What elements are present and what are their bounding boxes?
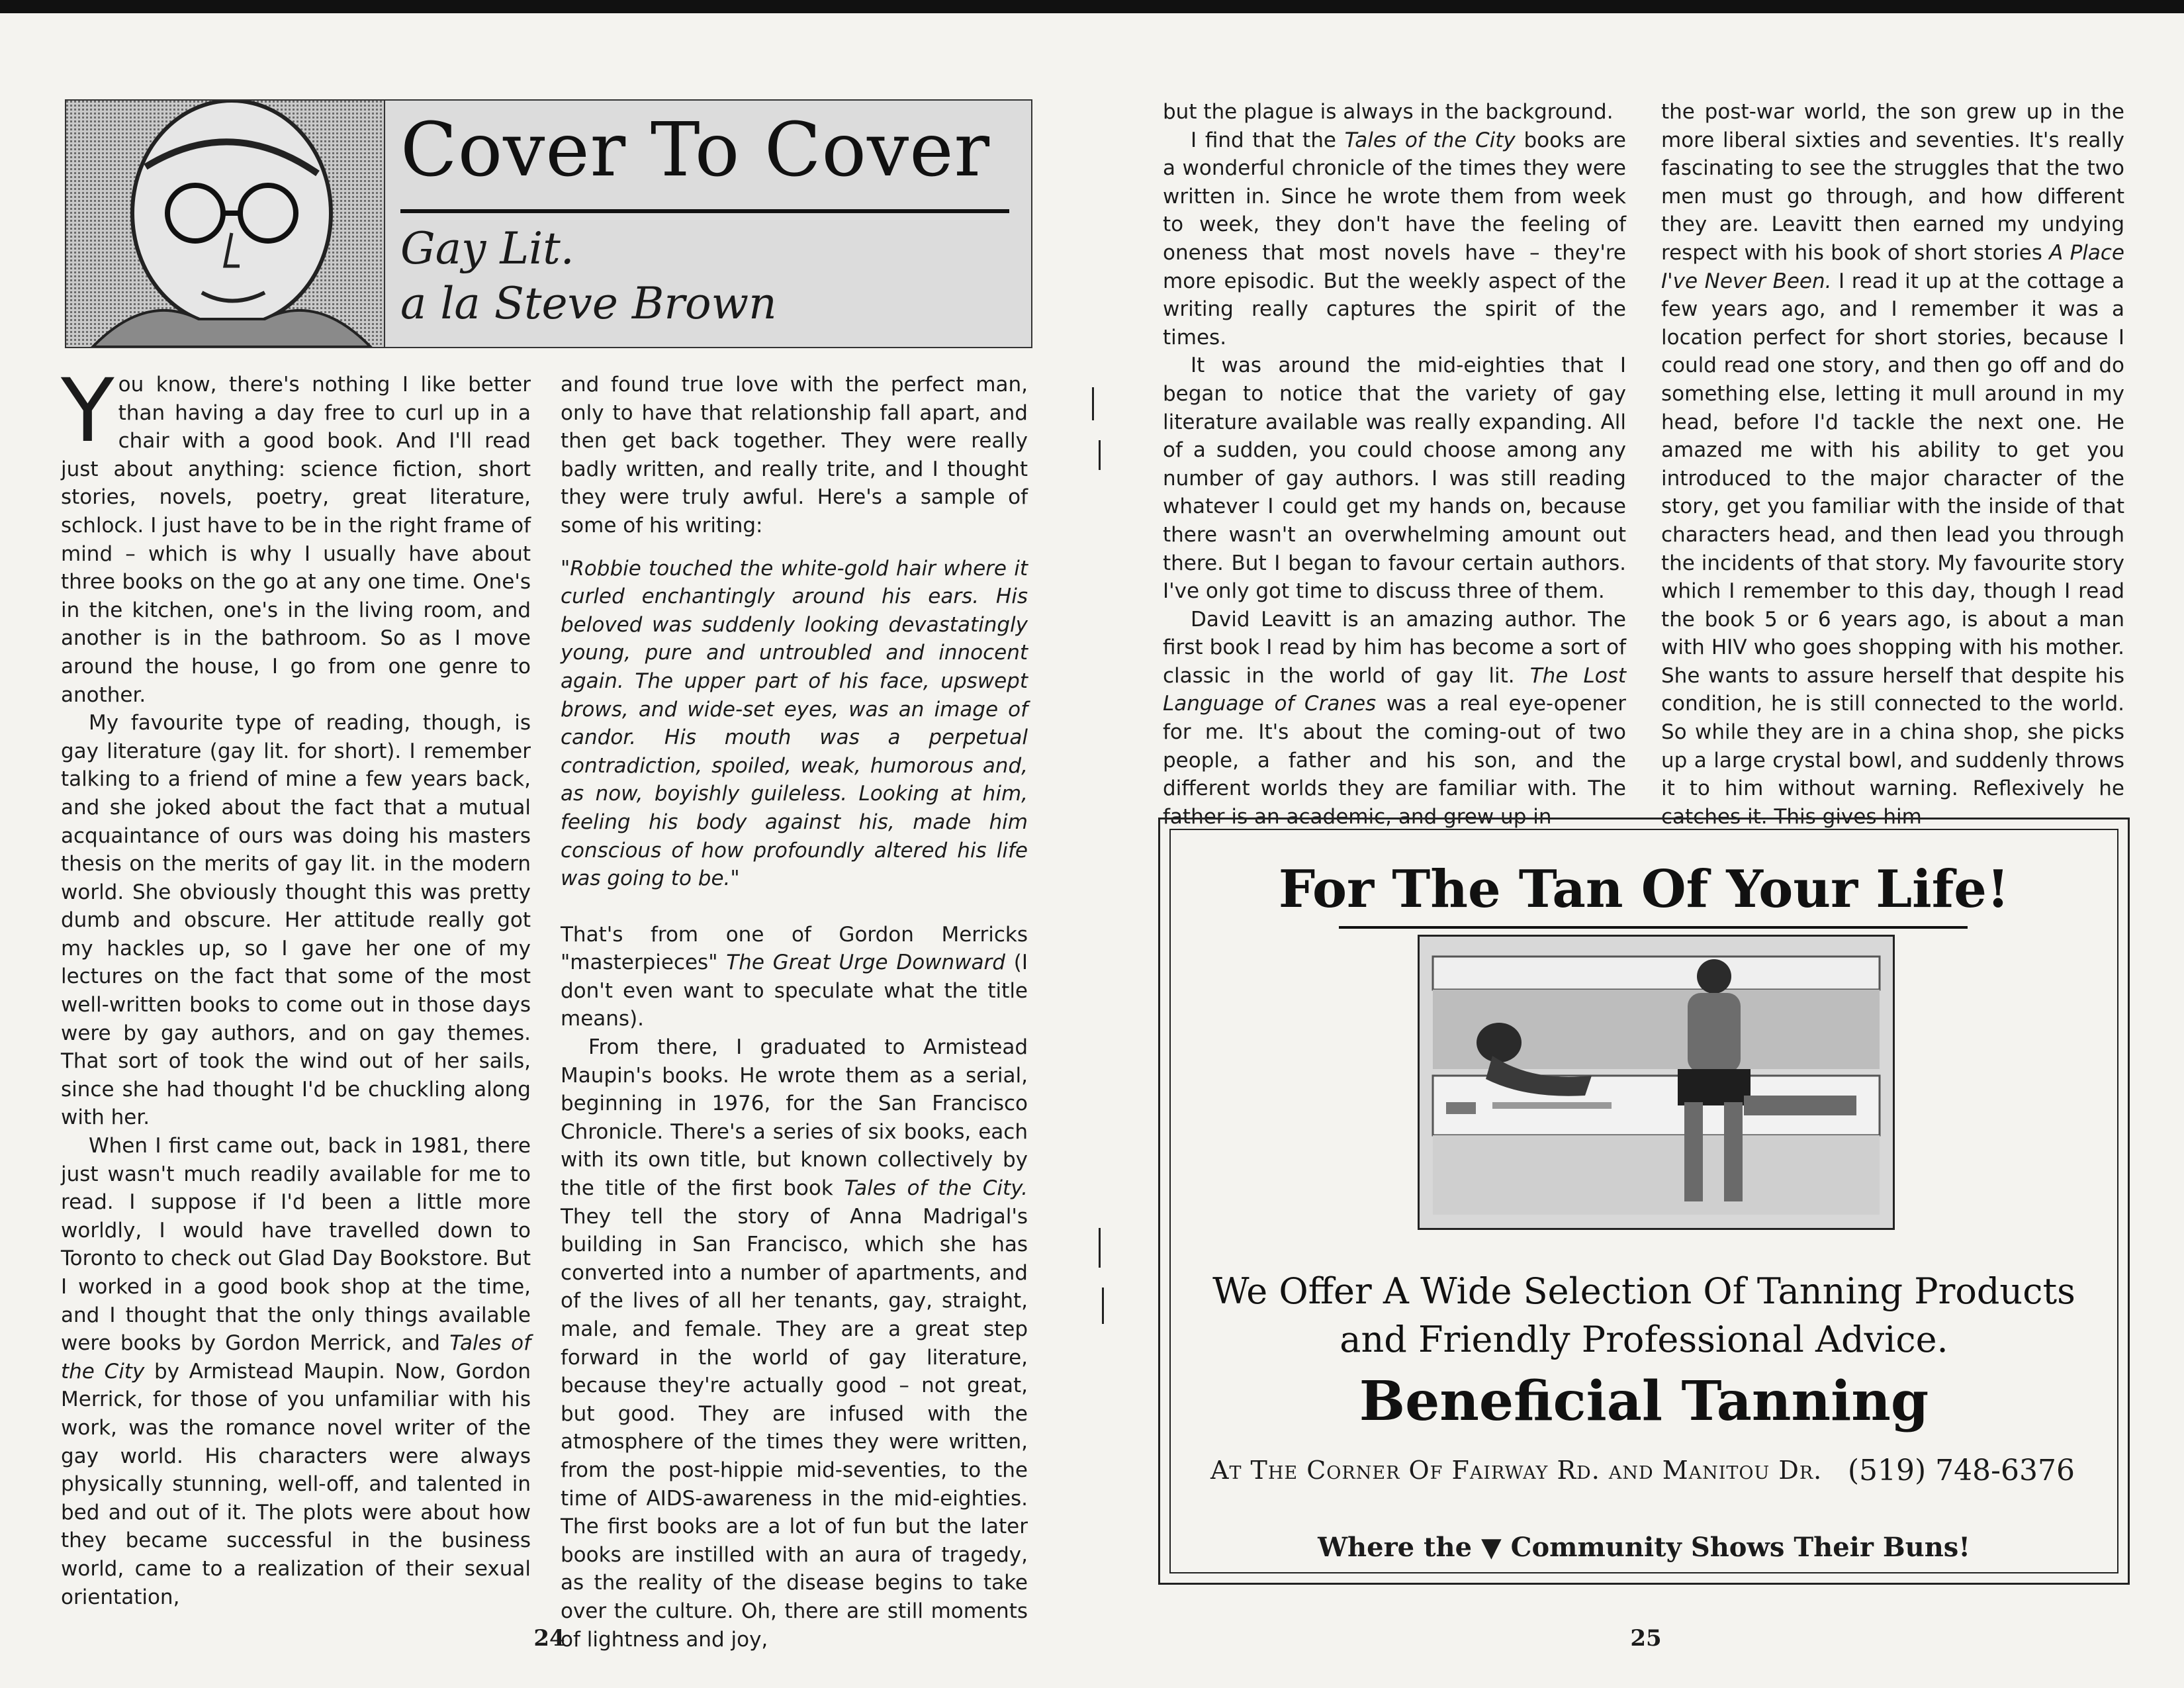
ad-offer-line-1: We Offer A Wide Selection Of Tanning Products [1212,1270,2075,1312]
article-paragraph: It was around the mid-eighties that I began to notice that the variety of gay literature available was really expanding. All of a sudden, you could choose among any number of gay authors. I was still reading whatever I could get my hands on, because there wasn't an overwhelming amount out there. But I began to favour certain authors. I've only got time to discuss three of them. [1163,353,1626,604]
gutter-mark [1092,387,1094,420]
column-title: Cover To Cover [400,107,991,193]
column-header [65,99,1032,348]
article-paragraph: My favourite type of reading, though, is gay literature (gay lit. for short). I remember talking to a friend of mine a few years back, and she joked about the fact that a mutual acquaintance of ours was doing his masters thesis on the merits of gay lit. in the modern world. She obviously thought this was pretty dumb and obscure. Her attitude really got my hackles up, so I gave her one of my lectures on the fact that some of the most well-written books to come out in those days were by gay authors, and on gay themes. That sort of took the wind out of her sails, since she had thought I'd be chuckling along with her. [61,711,531,1130]
title-rule [400,209,1009,213]
gutter-mark [1099,1228,1101,1268]
article-paragraph: the post-war world, the son grew up in the more liberal sixties and seventies. It's really fascinating to see the struggles that the two men must go through, and how different they are. Leavitt then earned my undying respect with his book of short stories A Place I've Never Been. I read it up at the cottage a few years ago, and I remember it was a location perfect for short stories, because I could read one story, and then go off and do something else, letting it mull around in my head, before I'd tackle the next one. He amazed me with his ability to get you introduced to the major character of the story, get you familiar with the inside of that characters head, and then lead you through the incidents of that story. My favourite story which I remember to this day, though I read the book 5 or 6 years ago, is about a man with HIV who goes shopping with his mother. She wants to assure herself that despite his condition, he is still connected to the world. So while they are in a china shop, she picks up a large crystal bowl, and suddenly throws it to him without warning. Reflexively he catches it. This gives him [1661,100,2125,829]
gutter-mark [1102,1288,1104,1324]
book-title: A Place I've Never Been. [1661,240,2124,293]
book-title: Tales of the City. [844,1176,1028,1201]
triangle-icon: ▼ [1480,1532,1502,1563]
book-title: The Lost Language of Cranes [1163,663,1626,716]
article-paragraph: You know, there's nothing I like better than having a day free to curl up in a chair with a good book. And I'll read just about anything: science fiction, short stories, novels, poetry, great literature, schlock. I just have to be in the right frame of mind – which is why I usually have about three books on the go at any one time. One's in the kitchen, one's in the living room, and another is in the bathroom. So as I move around the house, I go from one genre to another. [61,360,531,707]
ad-address: At The Corner Of Fairway Rd. and Manitou Dr. [1210,1456,1823,1485]
tanning-advertisement [1158,818,2130,1585]
ad-phone: (519) 748-6376 [1847,1454,2075,1487]
ad-headline-rule [1339,926,1968,929]
article-paragraph: and found true love with the perfect man, only to have that relationship fall apart, and then get back together. They were really badly written, and really trite, and I thought they were truly awful. Here's a sample of some of his writing: [561,373,1028,538]
article-column-3 [1163,98,1626,831]
column-subtitle: Gay Lit. [400,223,574,274]
gutter-mark [1099,440,1101,470]
ad-inner-frame [1169,829,2118,1573]
article-paragraph: When I first came out, back in 1981, there just wasn't much readily available for me to read. I suppose if I'd been a little more worldly, I would have travelled down to Toronto to check out Glad Day Bookstore. But I worked in a good book shop at the time, and I thought that the only things available were books by Gordon Merrick, and Tales of the City by Armistead Maupin. Now, Gordon Merrick, for those of you unfamiliar with his work, was the romance novel writer of the gay world. His characters were always physically stunning, well-off, and talented in bed and out of it. The plots were about how they became successful in the business world, came to a realization of their sexual orientation, [61,1134,531,1609]
article-paragraph: but the plague is always in the background. [1163,100,1614,124]
book-title: The Great Urge Downward [726,951,1005,975]
tanning-bed-photo [1418,935,1895,1230]
article-column-4 [1661,98,2124,831]
scan-top-edge [0,0,2184,13]
author-portrait [66,101,385,347]
page-number-right: 25 [1630,1625,1662,1652]
book-title: Tales of the City [61,1331,531,1383]
ad-tagline: Where the ▼ Community Shows Their Buns! [1318,1532,1970,1563]
ad-headline: For The Tan Of Your Life! [1278,859,2010,919]
ad-business-name: Beneficial Tanning [1359,1370,1929,1433]
drop-cap: Y [61,360,114,462]
article-paragraph: That's from one of Gordon Merricks "masterpieces" The Great Urge Downward (I don't even want to speculate what the title means). [561,922,1028,1031]
article-paragraph: I find that the Tales of the City books are a wonderful chronicle of the times they were written in. Since he wrote them from week to week, they don't have the feeling of oneness that most novels have – they're more episodic. But the weekly aspect of the writing really captures the spirit of the times. [1163,128,1626,350]
page-number-left: 24 [533,1625,565,1652]
article-column-1 [61,360,531,1611]
article-paragraph: David Leavitt is an amazing author. The first book I read by him has become a sort of classic in the world of gay lit. The Lost Language of Cranes was a real eye-opener for me. It's about the coming-out of two people, a father and his son, and the different worlds they are familiar with. The father is an academic, and grew up in [1163,607,1626,829]
excerpt-quote: "Robbie touched the white-gold hair where it curled enchantingly around his ears. His beloved was suddenly looking devastatingly young, pure and untroubled and innocent again. The upper part of his face, upswept brows, and wide-set eyes, was an image of candor. His mouth was a perpetual contradiction, spoiled, weak, humorous and, as now, boyishly guileless. Looking at him, feeling his body against his, made him conscious of how profoundly altered his life was going to be." [561,556,1028,891]
article-paragraph: From there, I graduated to Armistead Maupin's books. He wrote them as a serial, beginning in 1976, for the San Francisco Chronicle. There's a series of six books, each with its own title, but known collectively by the title of the first book Tales of the City. They tell the story of Anna Madrigal's building in San Francisco, which she has converted into a number of apartments, and of the lives of all her tenants, gay, straight, male, and female. They are a great step forward in the world of gay literature, because they're actually good – not great, but good. They are infused with the atmosphere of the times they were written, from the post-hippie mid-seventies, to the time of AIDS-awareness in the mid-eighties. The first books are a lot of fun but the later books are instilled with an aura of tragedy, as the reality of the disease begins to take over the culture. Oh, there are still moments of lightness and joy, [561,1035,1028,1652]
ad-offer-line-2: and Friendly Professional Advice. [1340,1319,1948,1360]
column-byline: a la Steve Brown [400,278,777,329]
book-title: Tales of the City [1344,128,1516,152]
article-column-2 [561,371,1028,1654]
